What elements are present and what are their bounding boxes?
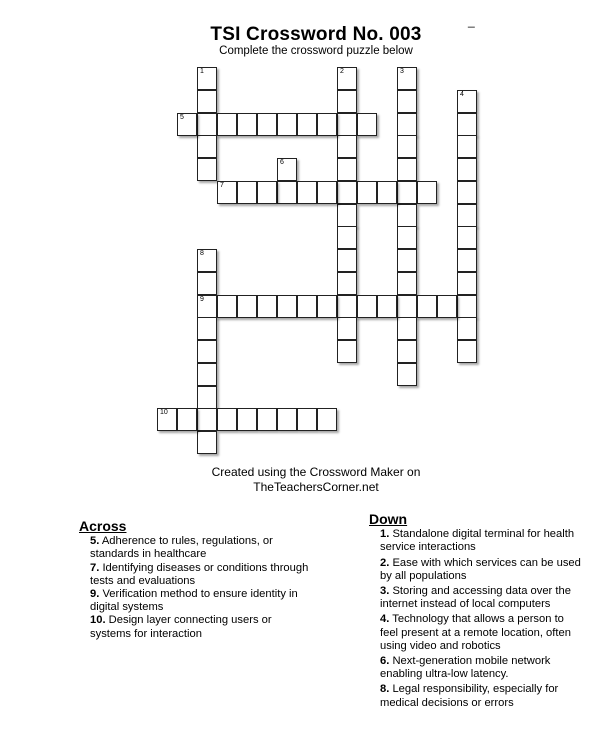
- grid-cell[interactable]: [337, 249, 357, 272]
- clue-across-9: [90, 588, 309, 614]
- cell-number: 9: [200, 295, 204, 303]
- clue-down-6: [380, 655, 584, 681]
- clue-down-2: [380, 557, 584, 583]
- grid-cell[interactable]: [237, 181, 257, 204]
- grid-cell[interactable]: [337, 272, 357, 295]
- grid-cell[interactable]: [337, 226, 357, 249]
- grid-cell[interactable]: [297, 113, 317, 136]
- clue-down-1: [380, 528, 584, 554]
- grid-cell[interactable]: [197, 431, 217, 454]
- grid-cell[interactable]: [457, 135, 477, 158]
- clue-text: Verification method to ensure identity in digital systems: [90, 588, 298, 614]
- grid-cell[interactable]: [337, 181, 357, 204]
- cell-number: 7: [220, 181, 224, 189]
- grid-cell[interactable]: [197, 295, 217, 318]
- down-heading: Down: [369, 511, 408, 527]
- clue-number: 1.: [380, 528, 390, 541]
- grid-cell[interactable]: [417, 295, 437, 318]
- clue-across-10: [90, 614, 309, 640]
- grid-cell[interactable]: [297, 295, 317, 318]
- grid-cell[interactable]: [337, 113, 357, 136]
- grid-cell[interactable]: [237, 408, 257, 431]
- clue-number: 10.: [90, 614, 106, 627]
- grid-cell[interactable]: [337, 340, 357, 363]
- grid-cell[interactable]: [197, 272, 217, 295]
- grid-cell[interactable]: [217, 408, 237, 431]
- grid-cell[interactable]: [277, 181, 297, 204]
- grid-cell[interactable]: [197, 340, 217, 363]
- grid-cell[interactable]: [317, 408, 337, 431]
- grid-cell[interactable]: [397, 363, 417, 386]
- grid-cell[interactable]: [257, 408, 277, 431]
- clue-down-8: [380, 683, 584, 709]
- grid-cell[interactable]: [337, 90, 357, 113]
- grid-cell[interactable]: [437, 295, 457, 318]
- grid-cell[interactable]: [197, 90, 217, 113]
- grid-cell[interactable]: [397, 317, 417, 340]
- cell-number: 8: [200, 250, 204, 257]
- grid-cell[interactable]: [377, 181, 397, 204]
- grid-cell[interactable]: [457, 204, 477, 227]
- grid-cell[interactable]: [377, 295, 397, 318]
- cell-number: 3: [400, 68, 404, 75]
- down-clues: [369, 513, 584, 712]
- grid-cell[interactable]: [457, 113, 477, 136]
- cell-number: 2: [340, 68, 344, 75]
- grid-cell[interactable]: [177, 408, 197, 431]
- grid-cell[interactable]: [397, 340, 417, 363]
- clue-down-3: [380, 585, 584, 611]
- grid-cell[interactable]: [197, 249, 217, 272]
- grid-cell[interactable]: [397, 90, 417, 113]
- cell-number: 6: [280, 159, 284, 166]
- credit-line-2: TheTeachersCorner.net: [253, 480, 379, 494]
- grid-cell[interactable]: [297, 181, 317, 204]
- clue-text: Next-generation mobile network enabling ultra-low latency.: [380, 655, 551, 681]
- clue-across-5: [90, 535, 309, 561]
- grid-cell[interactable]: [397, 135, 417, 158]
- grid-cell[interactable]: [357, 295, 377, 318]
- credit-line-1: Created using the Crossword Maker on: [211, 465, 421, 479]
- grid-cell[interactable]: [457, 295, 477, 318]
- clue-text: Design layer connecting users or systems for interaction: [90, 614, 272, 640]
- cell-number: 10: [160, 409, 168, 417]
- clue-text: Identifying diseases or conditions through tests and evaluations: [90, 561, 309, 587]
- grid-cell[interactable]: [217, 295, 237, 318]
- clue-down-4: [380, 613, 584, 653]
- grid-cell[interactable]: [257, 181, 277, 204]
- grid-cell[interactable]: [337, 317, 357, 340]
- grid-cell[interactable]: [197, 113, 217, 136]
- grid-cell[interactable]: [197, 67, 217, 90]
- clue-number: 4.: [380, 613, 390, 626]
- grid-cell[interactable]: [317, 295, 337, 318]
- grid-cell[interactable]: [457, 272, 477, 295]
- clue-across-7: [90, 562, 309, 588]
- grid-cell[interactable]: [197, 317, 217, 340]
- grid-cell[interactable]: [337, 135, 357, 158]
- grid-cell[interactable]: [297, 408, 317, 431]
- clue-text: Legal responsibility, especially for medical decisions or errors: [380, 683, 559, 709]
- grid-cell[interactable]: [457, 226, 477, 249]
- clue-number: 2.: [380, 556, 390, 569]
- grid-cell[interactable]: [257, 295, 277, 318]
- grid-cell[interactable]: [397, 158, 417, 181]
- clue-text: Ease with which services can be used by all populations: [380, 556, 581, 582]
- clue-number: 7.: [90, 561, 100, 574]
- grid-cell[interactable]: [237, 113, 257, 136]
- clue-number: 6.: [380, 655, 390, 668]
- grid-cell[interactable]: [317, 113, 337, 136]
- grid-cell[interactable]: [197, 158, 217, 181]
- grid-cell[interactable]: [337, 204, 357, 227]
- grid-cell[interactable]: [197, 386, 217, 409]
- clue-number: 3.: [380, 585, 390, 598]
- clue-text: Standalone digital terminal for health service interactions: [380, 528, 575, 554]
- grid-cell[interactable]: [397, 249, 417, 272]
- cell-number: 5: [180, 113, 184, 121]
- across-heading: Across: [79, 518, 127, 534]
- grid-cell[interactable]: [197, 135, 217, 158]
- grid-cell[interactable]: [277, 158, 297, 181]
- grid-cell[interactable]: [457, 317, 477, 340]
- grid-cell[interactable]: [397, 113, 417, 136]
- grid-cell[interactable]: [357, 181, 377, 204]
- clue-text: Storing and accessing data over the internet instead of local computers: [380, 585, 571, 611]
- grid-cell[interactable]: [417, 181, 437, 204]
- cell-number: 1: [200, 68, 204, 75]
- page-subtitle: Complete the crossword puzzle below: [219, 45, 413, 57]
- page-title: TSI Crossword No. 003: [210, 24, 422, 45]
- grid-cell[interactable]: [457, 249, 477, 272]
- grid-cell[interactable]: [397, 226, 417, 249]
- clue-number: 8.: [380, 683, 390, 696]
- grid-cell[interactable]: [457, 90, 477, 113]
- across-clues: [79, 520, 309, 641]
- clue-number: 5.: [90, 535, 100, 548]
- grid-cell[interactable]: [177, 113, 197, 136]
- clue-text: Technology that allows a person to feel present at a remote location, often using video and robotics: [380, 613, 571, 652]
- credit-text: [0, 465, 600, 495]
- grid-cell[interactable]: [397, 272, 417, 295]
- grid-cell[interactable]: [257, 113, 277, 136]
- grid-cell[interactable]: [337, 67, 357, 90]
- grid-cell[interactable]: [337, 295, 357, 318]
- grid-cell[interactable]: [457, 340, 477, 363]
- grid-cell[interactable]: [397, 295, 417, 318]
- grid-cell[interactable]: [197, 408, 217, 431]
- grid-cell[interactable]: [397, 204, 417, 227]
- clue-text: Adherence to rules, regulations, or standards in healthcare: [90, 535, 273, 561]
- corner-mark: _: [468, 14, 475, 28]
- cell-number: 4: [460, 90, 464, 98]
- grid-cell[interactable]: [397, 67, 417, 90]
- grid-cell[interactable]: [217, 181, 237, 204]
- grid-cell[interactable]: [197, 363, 217, 386]
- grid-cell[interactable]: [157, 408, 177, 431]
- grid-cell[interactable]: [217, 113, 237, 136]
- grid-cell[interactable]: [317, 181, 337, 204]
- grid-cell[interactable]: [457, 158, 477, 181]
- grid-cell[interactable]: [357, 113, 377, 136]
- grid-cell[interactable]: [457, 181, 477, 204]
- grid-cell[interactable]: [237, 295, 257, 318]
- clue-number: 9.: [90, 588, 100, 601]
- grid-cell[interactable]: [277, 295, 297, 318]
- grid-cell[interactable]: [277, 113, 297, 136]
- grid-cell[interactable]: [277, 408, 297, 431]
- grid-cell[interactable]: [397, 181, 417, 204]
- grid-cell[interactable]: [337, 158, 357, 181]
